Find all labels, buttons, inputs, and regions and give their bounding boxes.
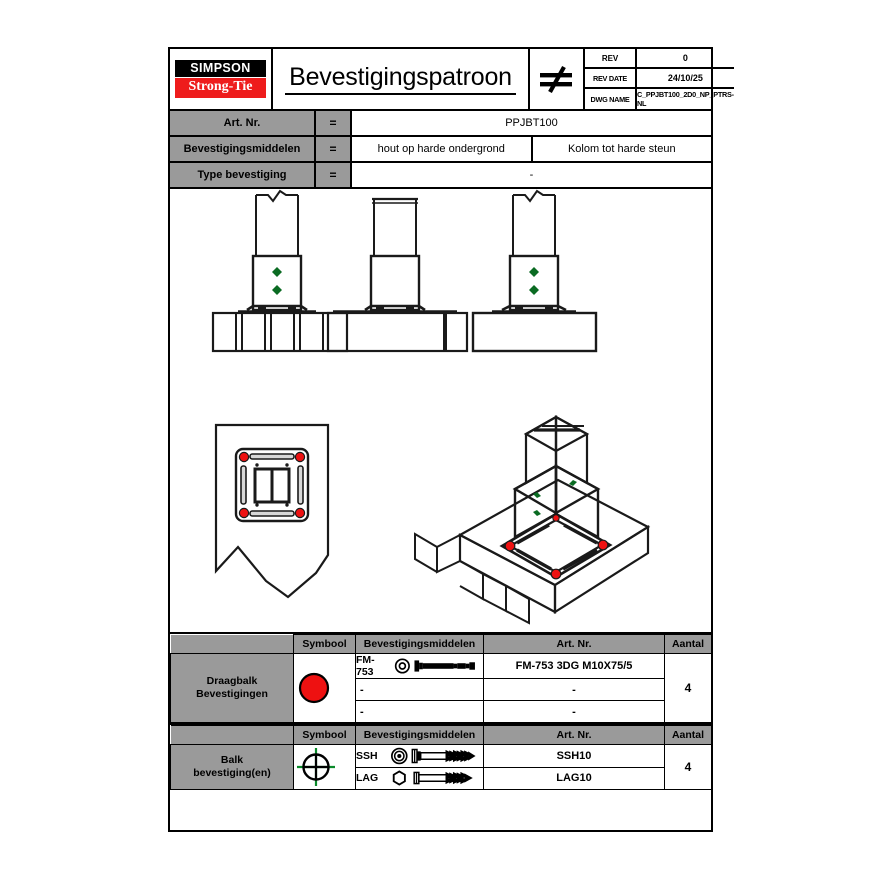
- art-nr-value: SSH10: [484, 745, 665, 768]
- drawing-area: [170, 189, 711, 634]
- bom-table-balk: [170, 725, 711, 790]
- rev-date-value: 24/10/25: [667, 73, 703, 83]
- view-plan-baseplate: [216, 425, 328, 597]
- symbol-cell-crosshair: [294, 745, 356, 790]
- spec-value-fasteners-left: hout op harde ondergrond: [352, 137, 533, 161]
- header-blank: [171, 726, 294, 745]
- technical-drawing-svg: [170, 189, 711, 630]
- qty-value: 4: [665, 654, 712, 723]
- title-block: [170, 49, 734, 111]
- header-art-nr: Art. Nr.: [484, 726, 665, 745]
- spec-value-fasteners-right: Kolom tot harde steun: [533, 137, 712, 161]
- header-art-nr: Art. Nr.: [484, 635, 665, 654]
- header-symbol: Symbool: [294, 635, 356, 654]
- red-filled-circle-icon: [294, 668, 334, 708]
- header-blank: [171, 635, 294, 654]
- fastener-cell-empty: [356, 679, 484, 701]
- rev-date-label: REV DATE: [585, 69, 637, 87]
- spec-equals-art-nr: =: [316, 111, 352, 135]
- table-row: [171, 654, 712, 679]
- drawing-sheet: [168, 47, 734, 832]
- green-diamond-markers: [272, 267, 282, 295]
- header-fasteners: Bevestigingsmiddelen: [356, 635, 484, 654]
- dwg-name-label: DWG NAME: [585, 89, 637, 109]
- revision-date-row: [585, 69, 734, 89]
- revision-row: [585, 49, 734, 69]
- page-title: [273, 49, 530, 109]
- scale-cell: [530, 49, 585, 109]
- art-nr-value: -: [484, 679, 665, 701]
- rev-label: REV: [585, 49, 637, 67]
- view-front-elevation-concrete: [473, 191, 596, 351]
- not-equal-icon: [537, 63, 577, 95]
- spec-row-fasteners: [170, 137, 711, 163]
- fastener-cell: [356, 654, 484, 679]
- anchor-bolt-icon: [394, 657, 483, 675]
- view-front-elevation-wood: [213, 191, 347, 351]
- row-label-line1: Draagbalk: [206, 674, 258, 687]
- spec-label-art-nr: Art. Nr.: [170, 111, 316, 135]
- hex-washer-head-screw-icon: [390, 747, 483, 765]
- header-symbol: Symbool: [294, 726, 356, 745]
- row-label-draagbalk: [171, 654, 294, 723]
- spec-value-type: -: [352, 163, 711, 187]
- view-isometric-assembly: [415, 417, 648, 623]
- fastener-code: -: [360, 705, 364, 718]
- view-side-elevation-beam: [328, 199, 467, 351]
- symbol-cell-red-circle: [294, 654, 356, 723]
- hex-head-lag-screw-icon: [390, 769, 483, 787]
- fastener-code: -: [360, 683, 364, 696]
- spec-label-fasteners: Bevestigingsmiddelen: [170, 137, 316, 161]
- spec-value-art-nr: PPJBT100: [352, 111, 711, 135]
- revision-grid: [585, 49, 734, 109]
- logo-simpson-text: SIMPSON: [175, 60, 266, 78]
- fastener-code: LAG: [356, 772, 379, 785]
- fastener-cell: [356, 745, 484, 768]
- row-label-balk: [171, 745, 294, 790]
- fastener-cell: [356, 767, 484, 790]
- green-crosshair-circle-icon: [294, 745, 338, 789]
- fastener-code: FM-753: [356, 654, 375, 678]
- table-header-row: [171, 726, 712, 745]
- dwg-name-value: C_PPJBT100_2D0_NP_PTRS-NL: [637, 90, 734, 108]
- art-nr-value: FM-753 3DG M10X75/5: [484, 654, 665, 679]
- spec-row-type: [170, 163, 711, 189]
- fastener-cell-empty: [356, 701, 484, 723]
- bom-table-draagbalk: [170, 634, 711, 725]
- simpson-strong-tie-logo: [170, 49, 273, 109]
- art-nr-value: -: [484, 701, 665, 723]
- qty-value: 4: [665, 745, 712, 790]
- row-label-line1: Balk: [220, 753, 244, 766]
- header-qty: Aantal: [665, 635, 712, 654]
- header-fasteners: Bevestigingsmiddelen: [356, 726, 484, 745]
- art-nr-value: LAG10: [484, 767, 665, 790]
- spec-equals-type: =: [316, 163, 352, 187]
- fastener-code: SSH: [356, 749, 378, 762]
- table-row: [171, 745, 712, 768]
- spec-equals-fasteners: =: [316, 137, 352, 161]
- row-label-line2: bevestiging(en): [193, 767, 271, 779]
- header-qty: Aantal: [665, 726, 712, 745]
- table-header-row: [171, 635, 712, 654]
- spec-label-type: Type bevestiging: [170, 163, 316, 187]
- page-title-text: Bevestigingspatroon: [285, 63, 516, 95]
- spec-row-art-nr: [170, 111, 711, 137]
- rev-value: 0: [682, 53, 688, 63]
- green-diamond-markers: [529, 267, 539, 295]
- dwg-name-row: [585, 89, 734, 109]
- logo-strongtie-text: Strong-Tie: [175, 78, 266, 98]
- row-label-line2: Bevestigingen: [196, 688, 268, 700]
